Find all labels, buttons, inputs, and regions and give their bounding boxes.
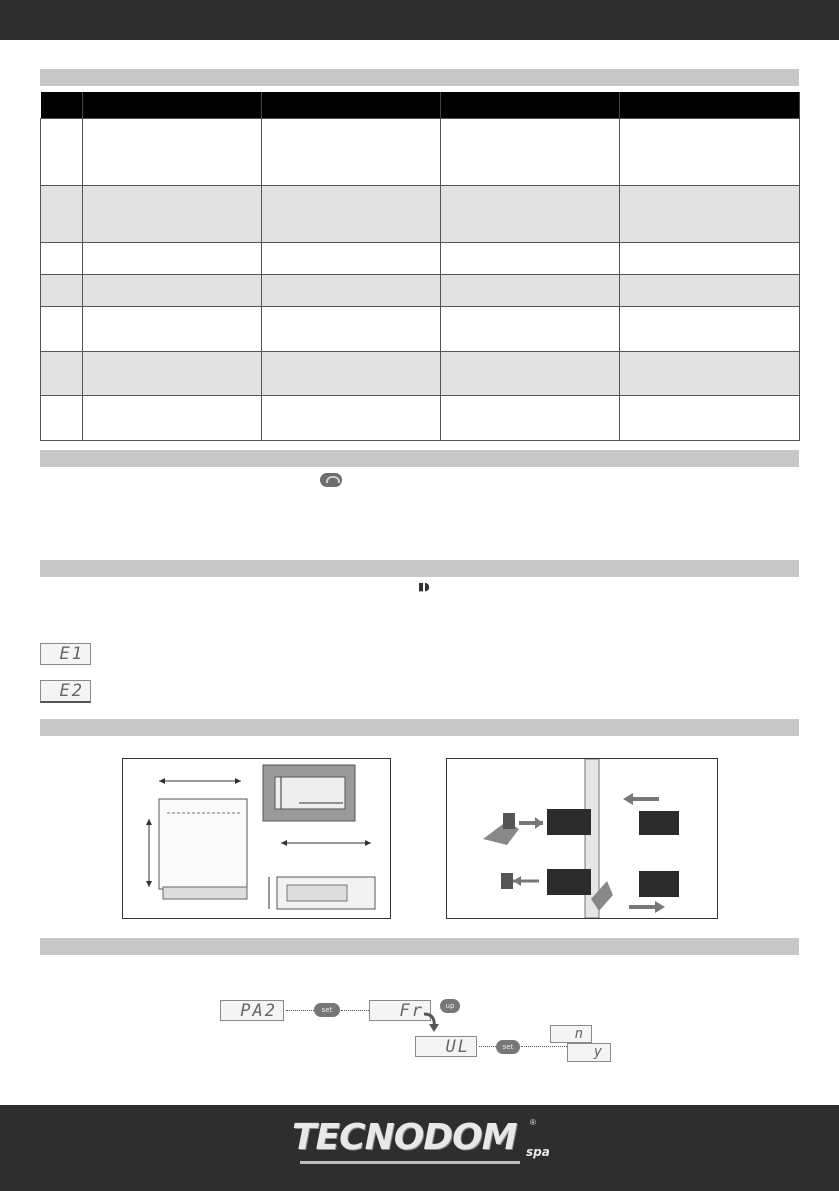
table-cell	[41, 186, 83, 243]
top-bar	[0, 0, 839, 40]
curved-arrow-icon	[420, 1010, 442, 1032]
table-cell	[83, 186, 262, 243]
display-y: y	[567, 1043, 611, 1062]
alarm-display-e2: E2	[40, 680, 91, 703]
table-cell	[41, 307, 83, 352]
table-header-cell	[441, 92, 620, 119]
table-row	[41, 275, 800, 307]
table-cell	[41, 352, 83, 396]
table-row	[41, 186, 800, 243]
table-header-cell	[262, 92, 441, 119]
display-pa2: PA2	[220, 1000, 284, 1021]
table-header-row	[41, 92, 800, 119]
table-cell	[441, 186, 620, 243]
table-cell	[620, 307, 800, 352]
table-cell	[441, 352, 620, 396]
table-cell	[262, 352, 441, 396]
table-cell	[620, 275, 800, 307]
flow-connector	[286, 1010, 314, 1011]
section-bar-alarms	[40, 560, 799, 577]
table-cell	[441, 119, 620, 186]
spec-table	[40, 92, 800, 441]
table-cell	[41, 396, 83, 441]
table-cell	[262, 307, 441, 352]
table-cell	[441, 396, 620, 441]
table-cell	[620, 186, 800, 243]
table-cell	[262, 119, 441, 186]
table-row	[41, 396, 800, 441]
flow-connector	[521, 1046, 567, 1047]
table-cell	[83, 352, 262, 396]
table-row	[41, 119, 800, 186]
table-cell	[262, 396, 441, 441]
table-header-cell	[83, 92, 262, 119]
flow-connector	[479, 1046, 496, 1047]
table-cell	[83, 275, 262, 307]
table-cell	[441, 307, 620, 352]
section-bar-keyboard-lock	[40, 450, 799, 467]
table-cell	[41, 243, 83, 275]
mounting-drawing	[447, 759, 717, 918]
section-bar-specs	[40, 69, 799, 86]
up-key-icon	[320, 473, 342, 487]
table-row	[41, 243, 800, 275]
section-bar-programming	[40, 938, 799, 955]
dimensions-drawing	[123, 759, 390, 918]
table-cell	[620, 243, 800, 275]
table-cell	[41, 119, 83, 186]
table-cell	[262, 275, 441, 307]
table-cell	[620, 119, 800, 186]
table-row	[41, 307, 800, 352]
table-cell	[83, 243, 262, 275]
table-cell	[620, 352, 800, 396]
section-bar-installation	[40, 719, 799, 736]
table-cell	[83, 119, 262, 186]
registered-mark: ®	[530, 1118, 536, 1127]
brand-suffix: spa	[526, 1145, 550, 1159]
alarm-display-e1: E1	[40, 643, 91, 665]
set-button-2[interactable]: set	[496, 1040, 520, 1054]
mounting-figure	[446, 758, 718, 919]
table-cell	[262, 243, 441, 275]
logo-underline	[300, 1161, 520, 1164]
set-button[interactable]: set	[314, 1003, 340, 1017]
brand-logo: TECNODOM	[292, 1117, 517, 1158]
table-header-cell	[620, 92, 800, 119]
table-cell	[620, 396, 800, 441]
alarm-icon: ▮◗	[418, 580, 430, 593]
table-cell	[262, 186, 441, 243]
display-ul: UL	[415, 1036, 477, 1057]
table-cell	[83, 396, 262, 441]
table-cell	[83, 307, 262, 352]
display-n: n	[550, 1025, 592, 1043]
table-row	[41, 352, 800, 396]
flow-connector	[341, 1010, 369, 1011]
table-cell	[41, 275, 83, 307]
table-header-cell	[41, 92, 83, 119]
table-cell	[441, 275, 620, 307]
up-button[interactable]: up	[440, 999, 460, 1013]
table-cell	[441, 243, 620, 275]
display-fr: Fr	[369, 1000, 431, 1021]
dimensions-figure	[122, 758, 391, 919]
